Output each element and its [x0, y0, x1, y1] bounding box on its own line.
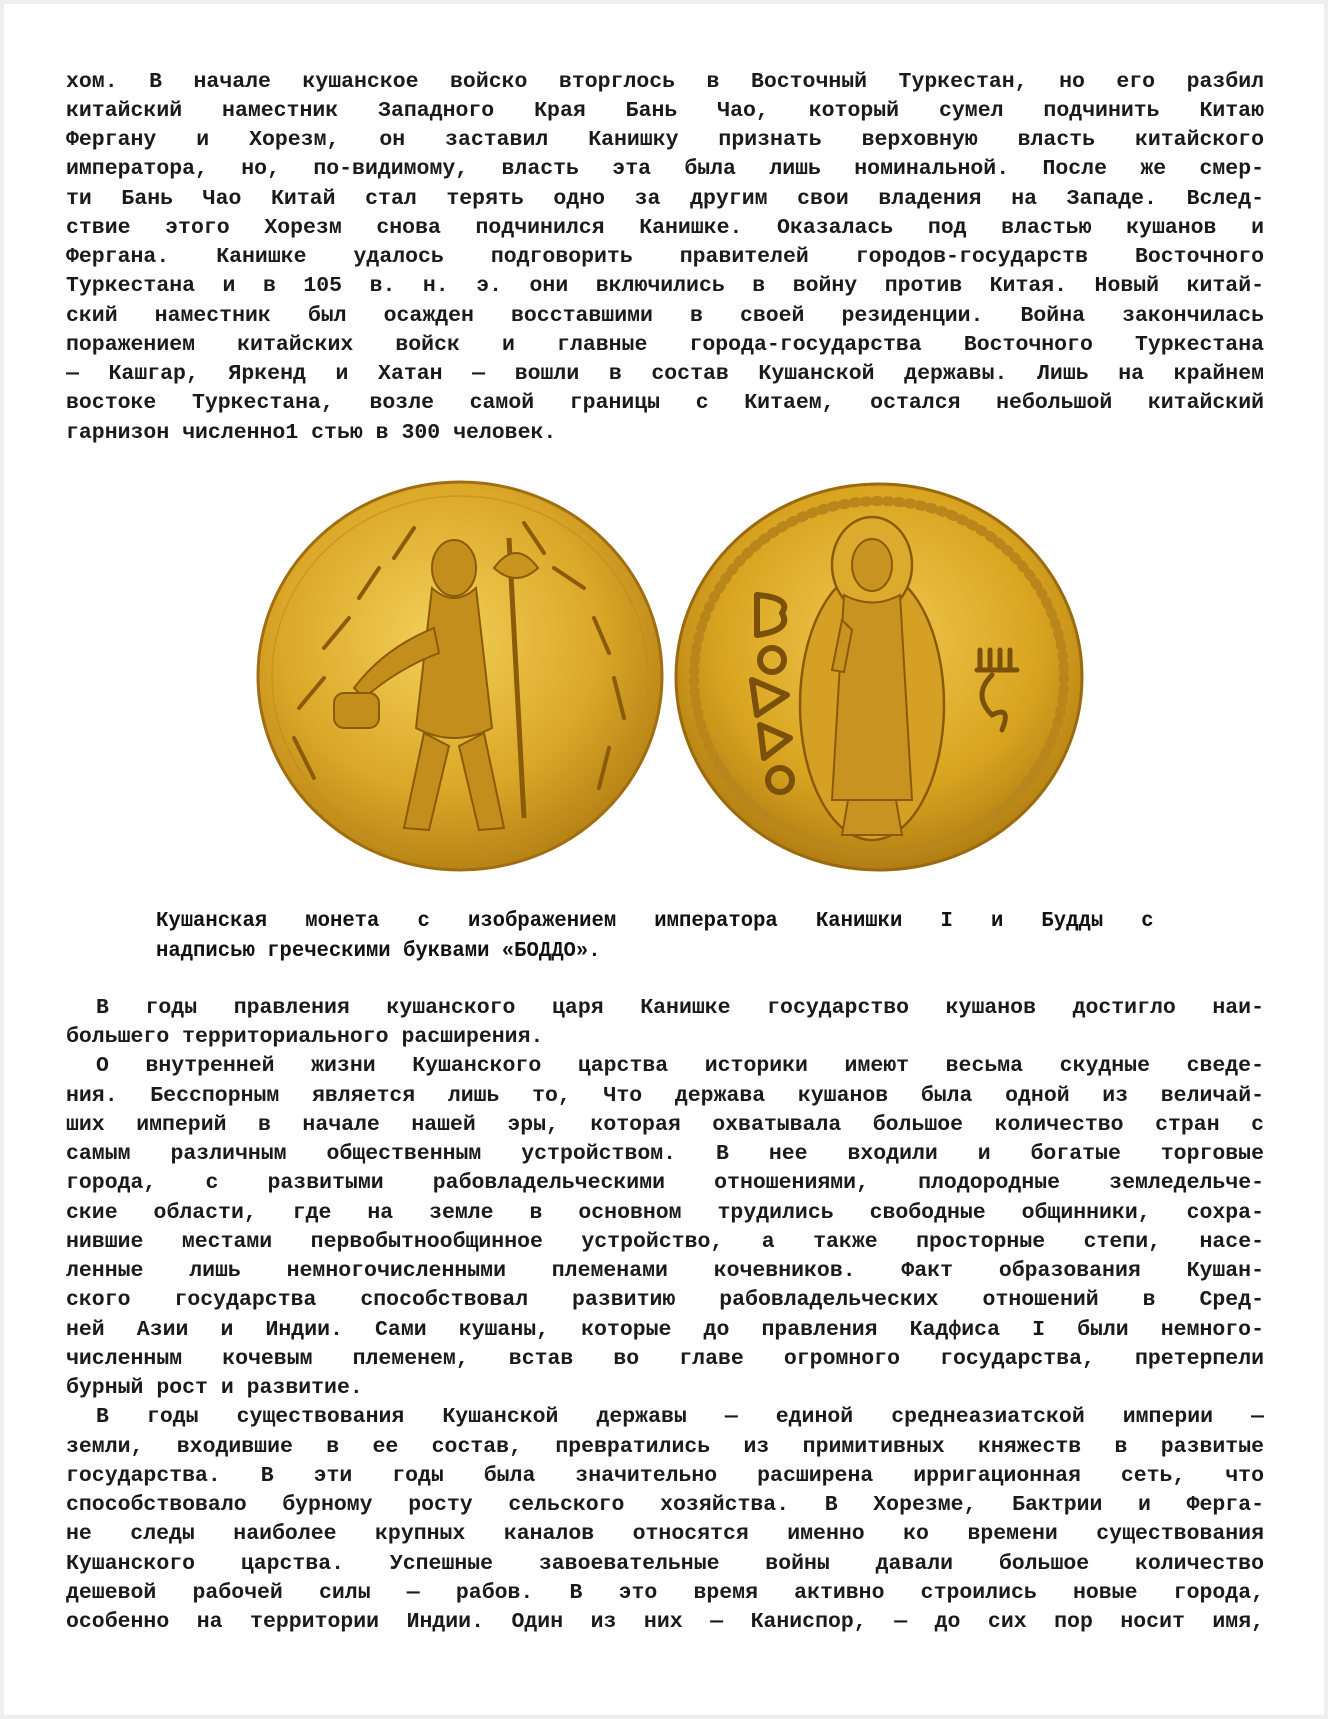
text-line: ский наместник был осажден восставшими в своей резиденции. Война закончилась	[66, 304, 1264, 328]
text-line: — Кашгар, Яркенд и Хатан — вошли в состав Кушанской державы. Лишь на крайнем	[66, 362, 1264, 386]
text-line: ского государства способствовал развитию рабовладельческих отношений в Сред-	[66, 1288, 1264, 1312]
document-page	[4, 4, 1324, 1715]
text-line: самым различным общественным устройством. В нее входили и богатые торговые	[66, 1142, 1264, 1166]
caption-line: Кушанская монета с изображением императора Канишки I и Будды с	[156, 910, 1154, 933]
text-line: гарнизон численно1 стью в 300 человек.	[66, 421, 557, 445]
text-line: ти Бань Чао Китай стал терять одно за другим свои владения на Западе. Вслед-	[66, 187, 1264, 211]
text-line: ствие этого Хорезм снова подчинился Канишке. Оказалась под властью кушанов и	[66, 216, 1264, 240]
text-line: востоке Туркестана, возле самой границы с Китаем, остался небольшой китайский	[66, 391, 1264, 415]
text-line: В годы существования Кушанской державы — единой среднеазиатской империи —	[96, 1405, 1264, 1429]
text-line: численным кочевым племенем, встав во главе огромного государства, претерпели	[66, 1347, 1264, 1371]
text-line: ших империй в начале нашей эры, которая охватывала большое количество стран с	[66, 1113, 1264, 1137]
text-line: не следы наиболее крупных каналов относятся именно ко времени существования	[66, 1522, 1264, 1546]
text-line: ней Азии и Индии. Сами кушаны, которые до правления Кадфиса I были немного-	[66, 1318, 1264, 1342]
text-line: ские области, где на земле в основном трудились свободные общинники, сохра-	[66, 1201, 1264, 1225]
text-line: ния. Бесспорным является лишь то, Что держава кушанов была одной из величай-	[66, 1084, 1264, 1108]
text-line: хом. В начале кушанское войско вторглось в Восточный Туркестан, но его разбил	[66, 70, 1264, 94]
text-line: нившие местами первобытнообщинное устройство, а также просторные степи, насе-	[66, 1230, 1264, 1254]
caption-line: надписью греческими буквами «БОДДО».	[156, 940, 601, 963]
text-line: О внутренней жизни Кушанского царства историки имеют весьма скудные сведе-	[96, 1054, 1264, 1078]
text-line: ленные лишь немногочисленными племенами кочевников. Факт образования Кушан-	[66, 1259, 1264, 1283]
coin-obverse-image	[254, 478, 666, 874]
text-line: В годы правления кушанского царя Канишке государство кушанов достигло наи-	[96, 996, 1264, 1020]
text-line: бурный рост и развитие.	[66, 1376, 363, 1400]
text-line: земли, входившие в ее состав, превратились из примитивных княжеств в развитые	[66, 1435, 1264, 1459]
text-line: китайский наместник Западного Края Бань Чао, который сумел подчинить Китаю	[66, 99, 1264, 123]
text-line: поражением китайских войск и главные города-государства Восточного Туркестана	[66, 333, 1264, 357]
text-line: особенно на территории Индии. Один из них — Каниспор, — до сих пор носит имя,	[66, 1610, 1264, 1634]
text-line: Фергана. Канишке удалось подговорить правителей городов-государств Восточного	[66, 245, 1264, 269]
text-line: способствовало бурному росту сельского хозяйства. В Хорезме, Бактрии и Ферга-	[66, 1493, 1264, 1517]
coin-figure	[254, 478, 1089, 878]
text-line: государства. В эти годы была значительно расширена ирригационная сеть, что	[66, 1464, 1264, 1488]
coin-reverse-image	[672, 480, 1086, 874]
text-line: императора, но, по-видимому, власть эта была лишь номинальной. После же смер-	[66, 157, 1264, 181]
text-line: Кушанского царства. Успешные завоевательные войны давали большое количество	[66, 1552, 1264, 1576]
text-line: большего территориального расширения.	[66, 1025, 544, 1049]
text-line: города, с развитыми рабовладельческими отношениями, плодородные земледельче-	[66, 1171, 1264, 1195]
text-line: Фергану и Хорезм, он заставил Канишку признать верховную власть китайского	[66, 128, 1264, 152]
text-line: Туркестана и в 105 в. н. э. они включились в войну против Китая. Новый китай-	[66, 274, 1264, 298]
text-line: дешевой рабочей силы — рабов. В это время активно строились новые города,	[66, 1581, 1264, 1605]
